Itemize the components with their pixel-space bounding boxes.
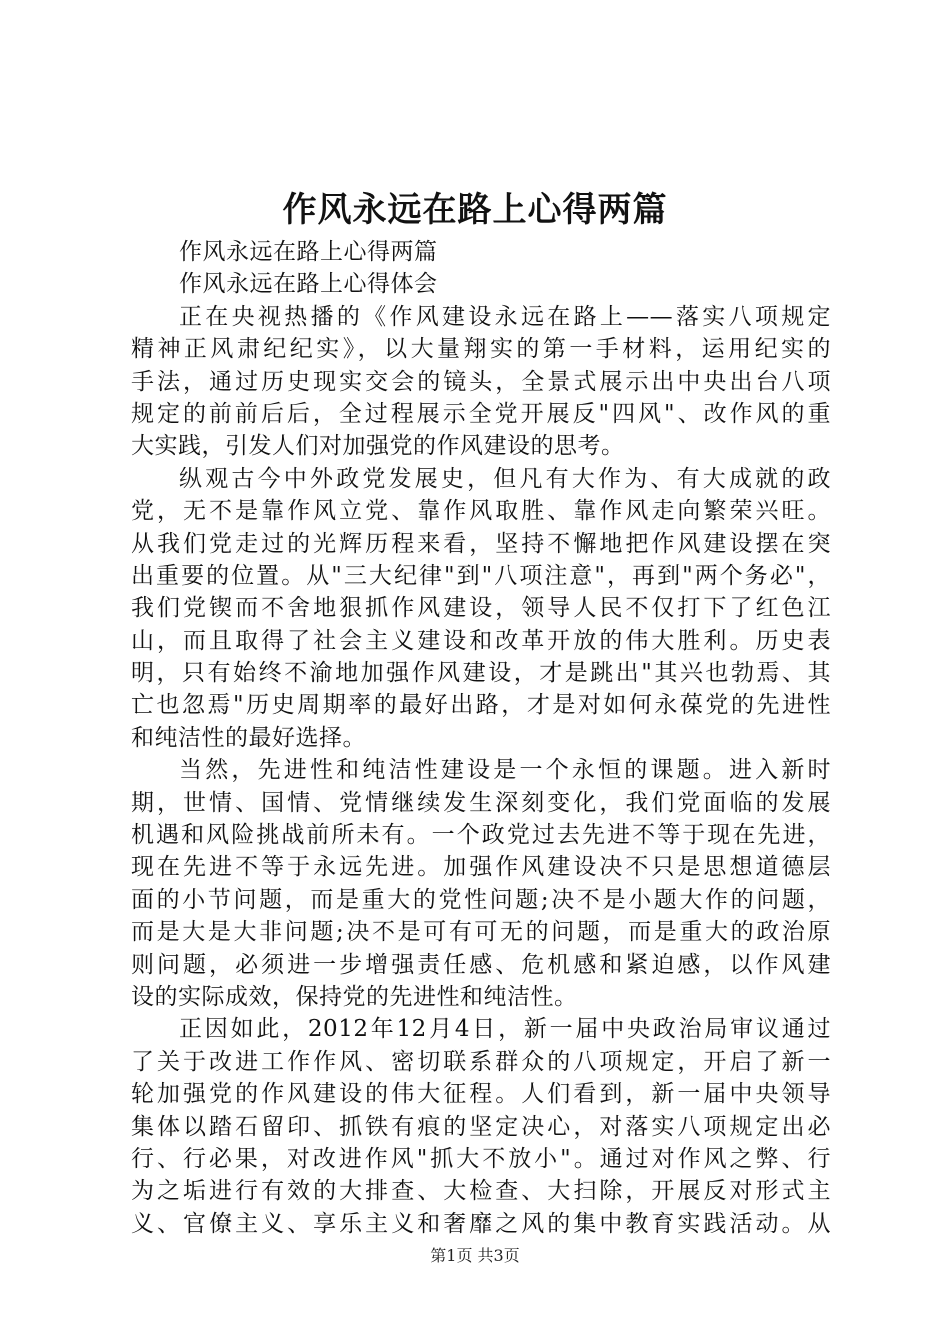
body-line: 正因如此，2012年12月4日，新一届中央政治局审议通过 (179, 1016, 831, 1043)
body-line: 行、行必果，对改进作风"抓大不放小"。通过对作风之弊、行 (131, 1145, 831, 1172)
body-line: 期，世情、国情、党情继续发生深刻变化，我们党面临的发展 (131, 789, 831, 816)
body-line: 为之垢进行有效的大排查、大检查、大扫除，开展反对形式主 (131, 1178, 831, 1205)
body-line: 现在先进不等于永远先进。加强作风建设决不只是思想道德层 (131, 854, 831, 881)
document-title: 作风永远在路上心得两篇 (282, 190, 668, 230)
body-line: 集体以踏石留印、抓铁有痕的坚定决心，对落实八项规定出必 (131, 1113, 831, 1140)
body-line: 则问题，必须进一步增强责任感、危机感和紧迫感，以作风建 (131, 951, 831, 978)
body-line: 出重要的位置。从"三大纪律"到"八项注意"，再到"两个务必"， (131, 562, 831, 589)
body-line: 规定的前前后后，全过程展示全党开展反"四风"、改作风的重 (131, 400, 831, 427)
body-line: 纵观古今中外政党发展史，但凡有大作为、有大成就的政 (179, 465, 831, 492)
body-line: 正在央视热播的《作风建设永远在路上——落实八项规定 (179, 303, 831, 330)
body-line: 义、官僚主义、享乐主义和奢靡之风的集中教育实践活动。从 (131, 1210, 831, 1237)
body-line: 轮加强党的作风建设的伟大征程。人们看到，新一届中央领导 (131, 1081, 831, 1108)
body-line: 明，只有始终不渝地加强作风建设，才是跳出"其兴也勃焉、其 (131, 660, 831, 687)
body-line: 亡也忽焉"历史周期率的最好出路，才是对如何永葆党的先进性 (131, 692, 831, 719)
body-line: 而是大是大非问题;决不是可有可无的问题，而是重大的政治原 (131, 919, 831, 946)
body-line: 手法，通过历史现实交会的镜头，全景式展示出中央出台八项 (131, 368, 831, 395)
body-line: 面的小节问题，而是重大的党性问题;决不是小题大作的问题， (131, 886, 831, 913)
body-line: 我们党锲而不舍地狠抓作风建设，领导人民不仅打下了红色江 (131, 595, 831, 622)
body-line: 大实践，引发人们对加强党的作风建设的思考。 (131, 433, 625, 460)
body-line: 山，而且取得了社会主义建设和改革开放的伟大胜利。历史表 (131, 627, 831, 654)
body-line: 作风永远在路上心得体会 (179, 271, 438, 298)
body-line: 作风永远在路上心得两篇 (179, 239, 438, 265)
page-footer: 第1页 共3页 (430, 1246, 520, 1265)
body-line: 机遇和风险挑战前所未有。一个政党过去先进不等于现在先进， (131, 822, 831, 849)
body-line: 了关于改进工作作风、密切联系群众的八项规定，开启了新一 (131, 1048, 831, 1075)
body-line: 从我们党走过的光辉历程来看，坚持不懈地把作风建设摆在突 (131, 530, 831, 557)
body-line: 和纯洁性的最好选择。 (131, 724, 366, 751)
document-body (131, 236, 831, 1240)
body-line: 当然，先进性和纯洁性建设是一个永恒的课题。进入新时 (179, 757, 831, 784)
body-line: 精神正风肃纪纪实》，以大量翔实的第一手材料，运用纪实的 (131, 336, 831, 363)
body-line: 设的实际成效，保持党的先进性和纯洁性。 (131, 983, 578, 1010)
body-line: 党，无不是靠作风立党、靠作风取胜、靠作风走向繁荣兴旺。 (131, 498, 831, 525)
